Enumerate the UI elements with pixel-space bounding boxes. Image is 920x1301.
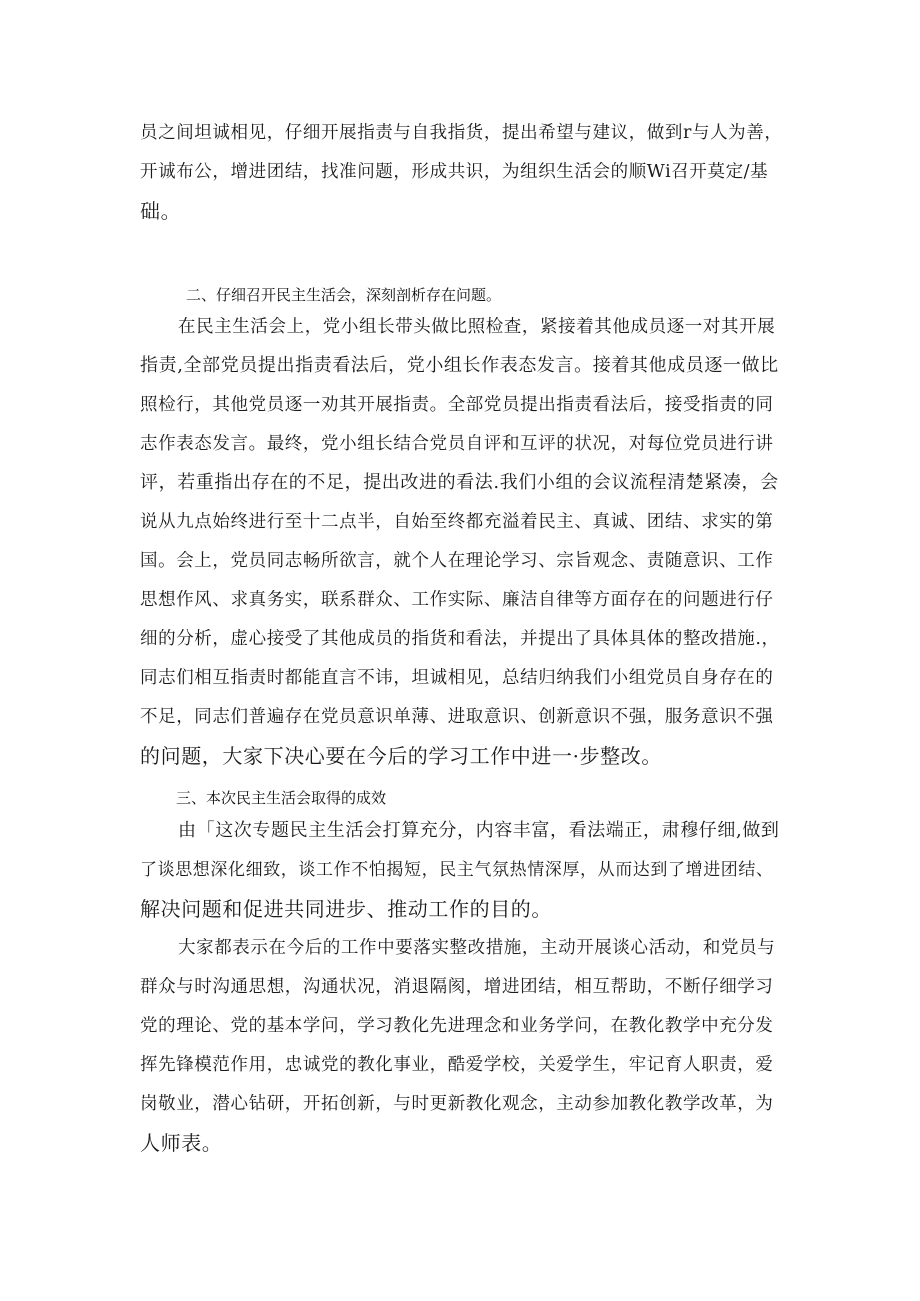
- section-2-line-1: 在民主生活会上，党小组长带头做比照检查，紧接着其他成员逐一对其开展: [178, 317, 776, 337]
- section-3-para2-line-1: 大家都表示在今后的工作中要落实整改措施，主动开展谈心活动，和党员与: [178, 938, 776, 958]
- section-3-para2-line-3: 党的理论、党的基本学问，学习教化先进理念和业务学问，在教化教学中充分发: [140, 1016, 774, 1036]
- section-2-heading: 二、仔细召开民主生活会，深刻剖析存在问题。: [186, 286, 502, 304]
- section-2-line-5: 评，若重指出存在的不足，提出改进的看法.我们小组的会议流程清楚紧凑，会: [140, 472, 779, 493]
- intro-line-3: 础。: [140, 199, 182, 223]
- intro-line-1: 员之间坦诚相见，仔细开展指责与自我指货，提出希望与建议，做到r与人为善，: [140, 123, 783, 143]
- section-2-line-3: 照检行，其他党员逐一劝其开展指责。全部党员提出指责看法后，接受指责的同: [140, 395, 774, 415]
- section-2-line-4: 志作表态发言。最终，党小组长结合党员自评和互评的状况，对每位党员进行讲: [140, 434, 774, 454]
- section-3-para2-line-5: 岗敬业，潜心钻研，开拓创新，与时更新教化观念，主动参加教化教学改革，为: [140, 1094, 774, 1114]
- section-3-para2-line-4: 挥先锋模范作用，忠诚党的教化事业，酷爱学校，关爱学生，牢记育人职责，爱: [140, 1055, 774, 1075]
- section-3-heading: 三、本次民主生活会取得的成效: [176, 789, 387, 807]
- section-2-line-9: 细的分析，虚心接受了其他成员的指货和看法，并提出了具体具体的整改措施.，: [140, 629, 780, 649]
- section-3-para1-line-3: 解决问题和促进共同进步、推动工作的目的。: [140, 897, 552, 921]
- section-3-para1-line-1: 由「这次专题民主生活会打算充分，内容丰富，看法端正，肃穆仔细,做到: [178, 820, 780, 841]
- section-2-line-11: 不足，同志们普遍存在党员意识单薄、进取意识、创新意识不强，服务意识不强: [140, 707, 774, 727]
- section-2-line-6: 说从九点始终进行至十二点半，自始至终都充溢着民主、真诚、团结、求实的第: [140, 512, 774, 532]
- section-2-line-12: 的问题，大家下决心要在今后的学习工作中进一·步整改。: [140, 744, 662, 768]
- intro-line-2: 开诚布公，增进团结，找准问题，形成共识，为组织生活会的顺Wi召开莫定/基: [140, 162, 769, 182]
- section-3-para2-line-2: 群众与时沟通思想，沟通状况，消退隔阂，增进团结，相互帮助，不断仔细学习: [140, 977, 774, 997]
- section-2-line-8: 思想作风、求真务实，联系群众、工作实际、廉洁自律等方面存在的问题进行仔: [140, 590, 774, 610]
- section-2-line-10: 同志们相互指责时都能直言不讳，坦诚相见，总结归纳我们小组党员自身存在的: [140, 668, 774, 688]
- section-3-para2-line-6: 人师表。: [140, 1131, 223, 1155]
- section-3-para1-line-2: 了谈思想深化细致，谈工作不怕揭短，民主气氛热情深厚，从而达到了增进团结、: [140, 860, 774, 880]
- section-2-line-7: 国。会上，党员同志畅所欲言，就个人在理论学习、宗旨观念、责随意识、工作: [140, 551, 774, 571]
- section-2-line-2: 指责,全部党员提出指责看法后，党小组长作表态发言。接着其他成员逐一做比: [140, 355, 779, 376]
